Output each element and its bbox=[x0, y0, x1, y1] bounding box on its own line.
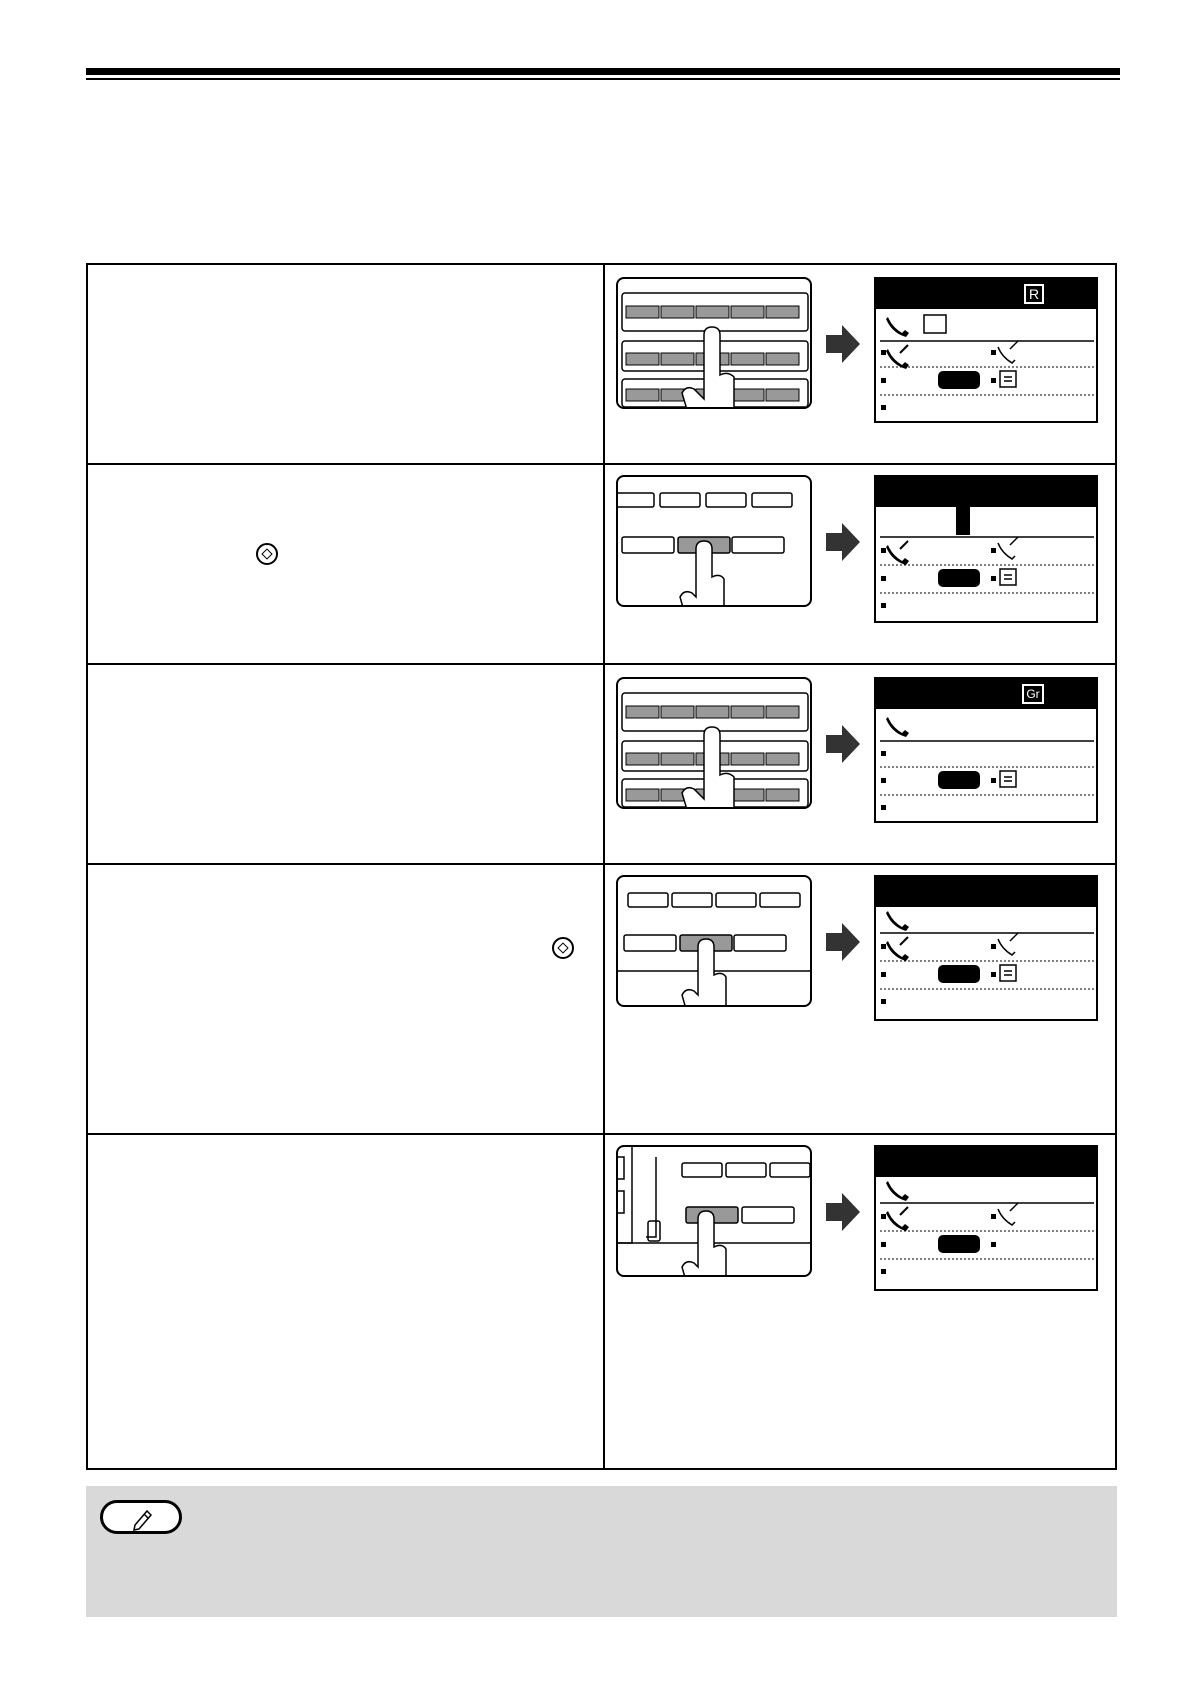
column-divider bbox=[603, 265, 605, 1468]
receive-phone-icon bbox=[998, 537, 1018, 559]
steps-table bbox=[86, 263, 1117, 1470]
touch-keys bbox=[618, 1147, 812, 1277]
fax-tray-icon bbox=[1000, 771, 1016, 787]
touch-keys bbox=[618, 877, 812, 1007]
lcd-screen bbox=[874, 875, 1098, 1021]
send-phone-icon bbox=[886, 541, 909, 565]
header-rule-thick bbox=[86, 68, 1120, 75]
touch-panel bbox=[616, 677, 812, 809]
fax-tray-icon bbox=[1000, 965, 1016, 981]
lcd-content bbox=[876, 907, 1096, 1019]
send-phone-icon bbox=[886, 1207, 909, 1231]
lcd-badge: R bbox=[1024, 284, 1044, 304]
row-divider bbox=[88, 463, 1115, 465]
row-divider bbox=[88, 1133, 1115, 1135]
lcd-content bbox=[876, 709, 1096, 821]
finger-press-icon bbox=[682, 727, 734, 809]
lcd-content bbox=[876, 1177, 1096, 1289]
right-arrow-icon bbox=[826, 523, 860, 561]
lcd-content bbox=[876, 507, 1096, 621]
lcd-header-bar bbox=[876, 279, 1096, 309]
lcd-content bbox=[876, 309, 1096, 421]
touch-panel bbox=[616, 875, 812, 1007]
send-phone-icon bbox=[886, 345, 909, 369]
right-arrow-icon bbox=[826, 923, 860, 961]
phone-handset-icon bbox=[886, 1181, 909, 1201]
right-arrow-icon bbox=[826, 325, 860, 363]
lcd-screen bbox=[874, 677, 1098, 823]
fax-tray-icon bbox=[1000, 371, 1016, 387]
receive-phone-icon bbox=[998, 933, 1018, 955]
pencil-note-icon bbox=[100, 1500, 182, 1534]
lcd-header-bar bbox=[876, 477, 1096, 507]
row-divider bbox=[88, 663, 1115, 665]
lcd-screen bbox=[874, 277, 1098, 423]
lcd-screen bbox=[874, 475, 1098, 623]
send-phone-icon bbox=[886, 937, 909, 961]
note-box bbox=[86, 1486, 1117, 1617]
header-rule-thin bbox=[86, 78, 1120, 80]
fax-tray-icon bbox=[1000, 569, 1016, 585]
touch-panel bbox=[616, 1145, 812, 1277]
phone-handset-icon bbox=[886, 717, 909, 737]
right-arrow-icon bbox=[826, 725, 860, 763]
phone-handset-icon bbox=[886, 317, 909, 337]
touch-keys bbox=[618, 477, 812, 607]
receive-phone-icon bbox=[998, 1203, 1018, 1225]
start-key-icon bbox=[256, 543, 278, 565]
receive-phone-icon bbox=[998, 341, 1018, 363]
one-touch-keys bbox=[618, 679, 812, 809]
start-key-icon bbox=[552, 937, 574, 959]
lcd-header-bar bbox=[876, 877, 1096, 907]
one-touch-keys bbox=[618, 279, 812, 409]
touch-panel bbox=[616, 277, 812, 409]
lcd-header-bar bbox=[876, 1147, 1096, 1177]
lcd-screen bbox=[874, 1145, 1098, 1291]
row-divider bbox=[88, 863, 1115, 865]
touch-panel bbox=[616, 475, 812, 607]
lcd-badge: Gr bbox=[1022, 684, 1044, 704]
right-arrow-icon bbox=[826, 1193, 860, 1231]
phone-handset-icon bbox=[886, 911, 909, 931]
lcd-header-bar bbox=[876, 679, 1096, 709]
finger-press-icon bbox=[682, 327, 734, 409]
